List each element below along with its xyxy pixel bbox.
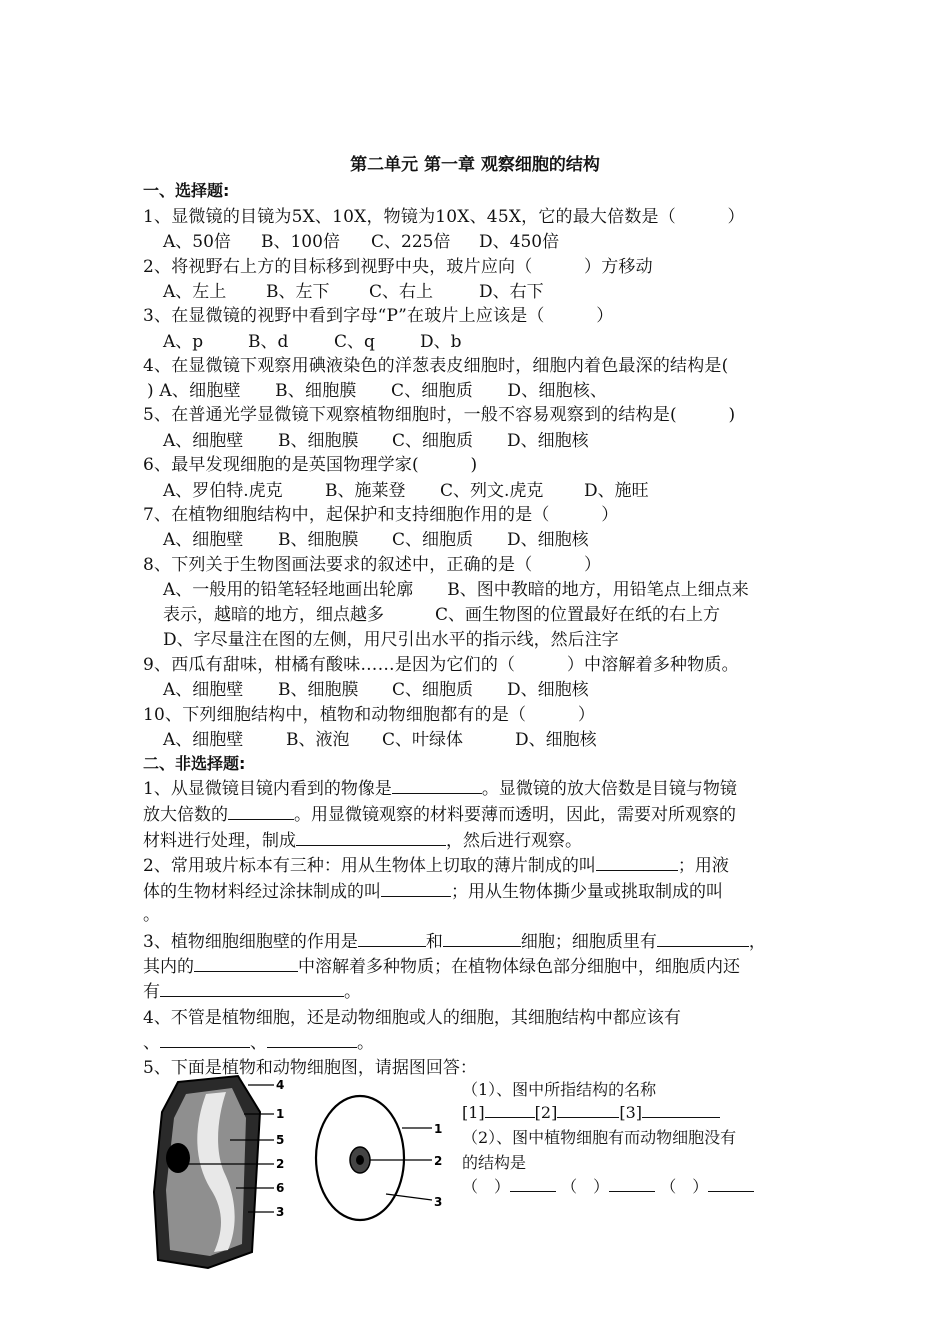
q5-sub1: （1）、图中所指结构的名称 <box>462 1080 657 1099</box>
question-3: 3、在显微镜的视野中看到字母“P”在玻片上应该是（ ） <box>143 306 614 326</box>
answer-blank <box>485 1101 535 1118</box>
nonchoice-2-line-1: 2、常用玻片标本有三种：用从生物体上切取的薄片制成的叫 ；用液 <box>143 856 729 876</box>
answer-blank <box>381 880 451 897</box>
figure-label: 3 <box>276 1205 285 1219</box>
option-d: D、细胞核 <box>507 530 589 550</box>
answer-blank <box>609 1175 655 1192</box>
option-b: B、细胞膜 <box>278 680 359 700</box>
option-a: A、罗伯特.虎克 <box>163 481 283 501</box>
nonchoice-5-stem: 5、下面是植物和动物细胞图，请据图回答： <box>143 1058 477 1078</box>
option-b: B、施莱登 <box>325 481 406 501</box>
option-c: C、细胞质 <box>392 530 474 550</box>
option-a: A、左上 <box>163 282 227 302</box>
question-4-options: ) A、细胞壁 B、细胞膜 C、细胞质 D、细胞核、 <box>147 381 608 401</box>
question-2: 2、将视野右上方的目标移到视野中央，玻片应向（ ）方移动 <box>143 257 653 277</box>
option-b: B、左下 <box>266 282 330 302</box>
question-10-options <box>163 725 597 750</box>
option-a: A、50倍 <box>163 232 231 252</box>
question-1: 1、显微镜的目镜为5X、10X，物镜为10X、45X，它的最大倍数是（ ） <box>143 207 745 227</box>
nonchoice-3-line-2: 其内的 中溶解着多种物质；在植物体绿色部分细胞中，细胞质内还 <box>143 957 740 977</box>
nonchoice-1-line-2: 放大倍数的 。用显微镜观察的材料要薄而透明，因此，需要对所观察的 <box>143 805 736 825</box>
figure-label: 4 <box>276 1078 285 1092</box>
option-d: D、细胞核 <box>507 431 589 451</box>
figure-label: 2 <box>434 1154 443 1168</box>
option-d: D、450倍 <box>479 232 560 252</box>
q5-structure-blanks: [1] [2] [3] <box>462 1101 720 1122</box>
figure-label: 2 <box>276 1157 285 1171</box>
nonchoice-1-line-3: 材料进行处理，制成 ，然后进行观察。 <box>143 831 582 851</box>
option-c: C、225倍 <box>371 232 451 252</box>
page-title: 第二单元 第一章 观察细胞的结构 <box>350 155 600 175</box>
question-7: 7、在植物细胞结构中，起保护和支持细胞作用的是（ ） <box>143 505 619 525</box>
question-4: 4、在显微镜下观察用碘液染色的洋葱表皮细胞时，细胞内着色最深的结构是( <box>143 356 729 376</box>
question-6-options <box>163 476 649 501</box>
nonchoice-3-line-1: 3、植物细胞细胞壁的作用是 和 细胞；细胞质里有 ， <box>143 932 766 952</box>
figure-label: 1 <box>276 1107 285 1121</box>
answer-blank <box>657 930 749 947</box>
option-b: B、细胞膜 <box>278 530 359 550</box>
option-c: C、细胞质 <box>392 680 474 700</box>
option-a: A、细胞壁 <box>163 530 244 550</box>
option-a: A、p <box>163 332 204 352</box>
question-5-options <box>163 426 589 451</box>
section-heading-nonchoice: 二、非选择题: <box>143 754 246 773</box>
answer-blank <box>596 854 678 871</box>
nonchoice-4-line-1: 4、不管是植物细胞，还是动物细胞或人的细胞，其细胞结构中都应该有 <box>143 1008 681 1028</box>
answer-blank <box>708 1175 754 1192</box>
answer-blank <box>642 1101 720 1118</box>
answer-blank <box>358 930 426 947</box>
question-2-options <box>163 277 544 302</box>
option-d: D、细胞核 <box>507 680 589 700</box>
answer-blank <box>228 803 294 820</box>
answer-blank <box>267 1031 357 1048</box>
answer-blank <box>296 829 446 846</box>
option-c: C、细胞质 <box>392 431 474 451</box>
question-8-line-3: D、字尽量注在图的左侧，用尺引出水平的指示线，然后注字 <box>163 630 619 650</box>
q5-sub2: （2）、图中植物细胞有而动物细胞没有 <box>462 1128 737 1147</box>
animal-cell-diagram <box>310 1088 460 1238</box>
answer-blank <box>510 1175 556 1192</box>
option-d: D、右下 <box>479 282 544 302</box>
option-a: A、细胞壁 <box>163 431 244 451</box>
answer-blank <box>557 1101 619 1118</box>
question-8: 8、下列关于生物图画法要求的叙述中，正确的是（ ） <box>143 555 602 575</box>
answer-blank <box>160 1031 250 1048</box>
nonchoice-3-line-3: 有 。 <box>143 982 361 1002</box>
option-b: B、d <box>248 332 289 352</box>
question-8-line-1: A、一般用的铅笔轻轻地画出轮廓 B、图中教暗的地方，用铅笔点上细点来 <box>163 580 749 600</box>
option-c: C、右上 <box>369 282 434 302</box>
question-1-options <box>163 227 559 252</box>
nonchoice-2-line-3: 。 <box>143 905 160 925</box>
option-a: A、细胞壁 <box>163 730 244 750</box>
option-c: C、q <box>334 332 375 352</box>
q5-sub2-cont: 的结构是 <box>462 1153 527 1172</box>
question-10: 10、下列细胞结构中，植物和动物细胞都有的是（ ） <box>143 705 596 725</box>
answer-blank <box>392 777 482 794</box>
option-c: C、叶绿体 <box>382 730 464 750</box>
option-d: D、b <box>420 332 462 352</box>
figure-label: 3 <box>434 1195 443 1209</box>
option-a: A、细胞壁 <box>163 680 244 700</box>
section-heading-choice: 一、选择题: <box>143 181 230 200</box>
plant-cell-diagram <box>148 1072 298 1272</box>
answer-blank <box>443 930 521 947</box>
nonchoice-1-line-1: 1、从显微镜目镜内看到的物像是 。显微镜的放大倍数是目镜与物镜 <box>143 779 737 799</box>
question-9: 9、西瓜有甜味，柑橘有酸味……是因为它们的（ ）中溶解着多种物质。 <box>143 655 739 675</box>
answer-blank <box>160 980 344 997</box>
figure-label: 6 <box>276 1181 285 1195</box>
nonchoice-4-line-2: 、 、 。 <box>143 1033 374 1053</box>
option-b: B、细胞膜 <box>278 431 359 451</box>
option-b: B、液泡 <box>286 730 350 750</box>
option-c: C、列文.虎克 <box>440 481 544 501</box>
question-9-options <box>163 675 589 700</box>
figure-label: 5 <box>276 1133 285 1147</box>
question-6: 6、最早发现细胞的是英国物理学家( ) <box>143 455 478 475</box>
answer-blank <box>194 955 298 972</box>
figure-label: 1 <box>434 1122 443 1136</box>
question-7-options <box>163 525 589 550</box>
question-5: 5、在普通光学显微镜下观察植物细胞时，一般不容易观察到的结构是( ) <box>143 405 736 425</box>
option-b: B、100倍 <box>261 232 340 252</box>
question-8-line-2: 表示，越暗的地方，细点越多 C、画生物图的位置最好在纸的右上方 <box>163 605 721 625</box>
option-d: D、施旺 <box>584 481 649 501</box>
question-3-options <box>163 327 462 352</box>
q5-sub2-blanks: （ ） （ ） （ ） <box>462 1174 754 1197</box>
nonchoice-2-line-2: 体的生物材料经过涂抹制成的叫 ；用从生物体撕少量或挑取制成的叫 <box>143 882 723 902</box>
option-d: D、细胞核 <box>515 730 597 750</box>
